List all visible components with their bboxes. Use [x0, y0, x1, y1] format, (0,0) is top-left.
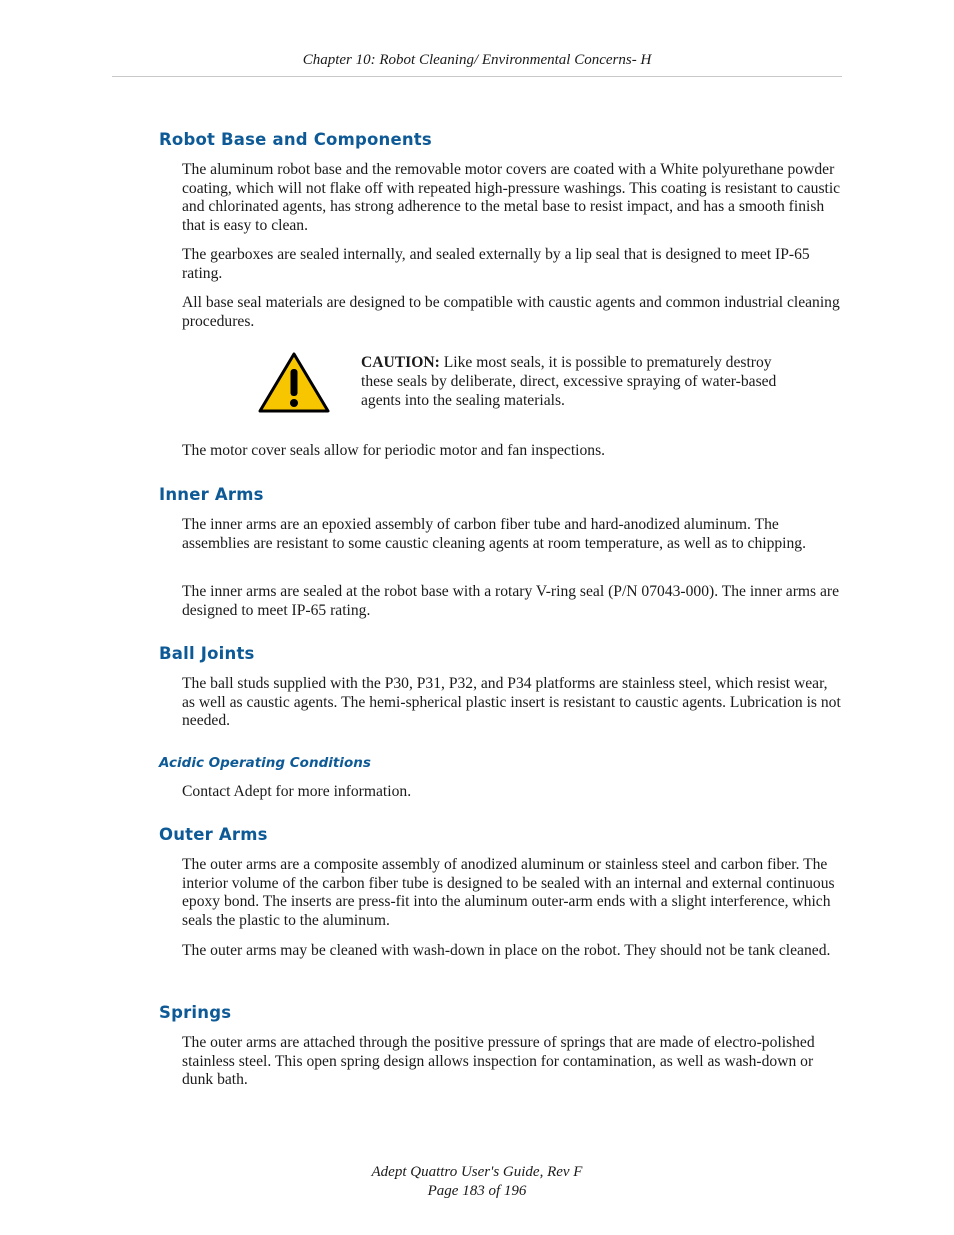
running-header: Chapter 10: Robot Cleaning/ Environmental Concerns- H — [302, 52, 652, 68]
footer-page-number: Page 183 of 196 — [427, 1183, 527, 1199]
paragraph: The outer arms may be cleaned with wash-down in place on the robot. They should not be tank cleaned. — [182, 942, 831, 959]
section-heading-robot-base: Robot Base and Components — [159, 130, 432, 149]
paragraph: The gearboxes are sealed internally, and sealed externally by a lip seal that is designed to meet IP-65 rating. — [182, 246, 810, 282]
footer-guide-title: Adept Quattro User's Guide, Rev F — [371, 1164, 583, 1180]
section-heading-ball-joints: Ball Joints — [159, 644, 255, 663]
paragraph: The inner arms are sealed at the robot base with a rotary V-ring seal (P/N 07043-000). The inner arms are designed to meet IP-65 rating. — [182, 583, 840, 619]
paragraph: The motor cover seals allow for periodic motor and fan inspections. — [182, 442, 606, 459]
section-heading-inner-arms: Inner Arms — [159, 485, 264, 504]
paragraph: All base seal materials are designed to be compatible with caustic agents and common industrial cleaning procedures. — [182, 294, 840, 330]
paragraph: The inner arms are an epoxied assembly of carbon fiber tube and hard-anodized aluminum. The assemblies are resistant to some caustic cleaning agents at room temperature, as well as to chipping. — [182, 516, 806, 552]
caution-body: Like most seals, it is possible to prematurely destroy these seals by deliberate, direct, excessive spraying of water-based agents into the sealing materials. — [361, 354, 777, 409]
subsection-heading-acidic: Acidic Operating Conditions — [159, 755, 371, 771]
caution-label: CAUTION: — [361, 354, 440, 371]
page-footer — [112, 1163, 842, 1201]
warning-triangle-icon — [258, 352, 330, 414]
paragraph: The outer arms are a composite assembly of anodized aluminum or stainless steel and carbon fiber. The interior volume of the carbon fiber tube is designed to be sealed with an internal and external continuous epoxy bond. The inserts are press-fit into the aluminum outer-arm ends with a slight interference, which seals the plastic to the aluminum. — [182, 856, 835, 930]
header-divider — [112, 76, 842, 77]
paragraph: The ball studs supplied with the P30, P31, P32, and P34 platforms are stainless steel, which resist wear, as well as caustic agents. The hemi-spherical plastic insert is resistant to caustic agents. Lubrication is not needed. — [182, 675, 841, 730]
section-heading-outer-arms: Outer Arms — [159, 825, 268, 844]
paragraph: The outer arms are attached through the positive pressure of springs that are made of electro-polished stainless steel. This open spring design allows inspection for contamination, as well as wash-down or dunk bath. — [182, 1034, 815, 1089]
paragraph: Contact Adept for more information. — [182, 783, 412, 800]
paragraph: The aluminum robot base and the removable motor covers are coated with a White polyurethane powder coating, which will not flake off with repeated high-pressure washings. This coating is resistant to caustic and chlorinated agents, has strong adherence to the metal base to resist impact, and has a smooth finish that is easy to clean. — [182, 161, 841, 235]
caution-note — [361, 353, 781, 410]
section-heading-springs: Springs — [159, 1003, 232, 1022]
